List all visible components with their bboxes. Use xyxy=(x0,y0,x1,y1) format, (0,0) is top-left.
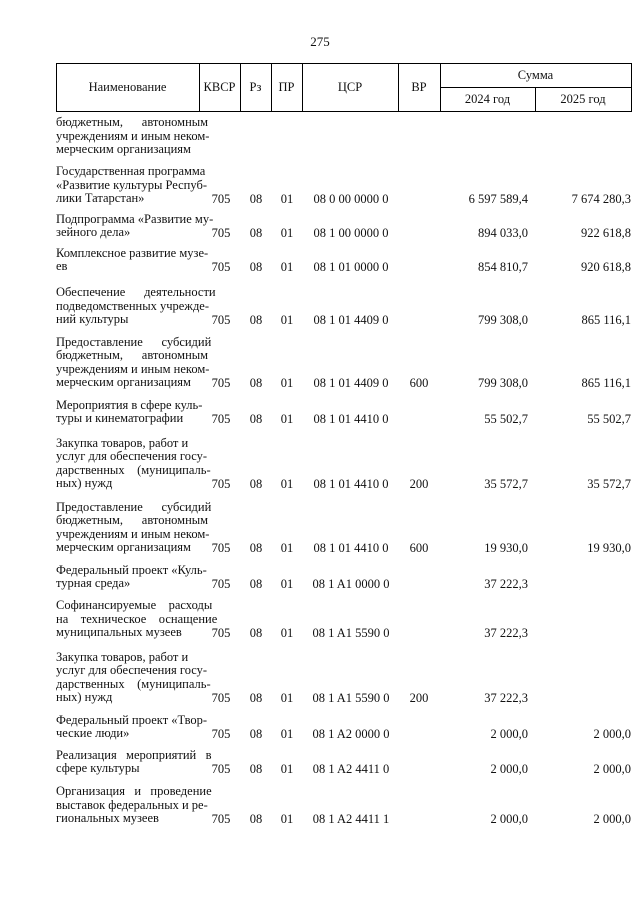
row-name xyxy=(56,285,216,327)
cell-kvsr: 705 xyxy=(211,811,231,826)
row-name-line: Подпрограмма «Развитие му- xyxy=(56,211,214,226)
table-row xyxy=(56,163,632,206)
cell-pr: 01 xyxy=(280,191,294,206)
cell-s2024: 37 222,3 xyxy=(484,690,528,705)
table-row xyxy=(56,284,632,327)
cell-csr: 08 0 00 0000 0 xyxy=(313,191,389,206)
cell-csr: 08 1 01 4410 0 xyxy=(313,476,389,491)
cell-s2024: 6 597 589,4 xyxy=(468,191,528,206)
cell-s2024: 799 308,0 xyxy=(478,312,528,327)
row-name-line: услуг для обеспечения госу- xyxy=(56,449,208,464)
table-row xyxy=(56,783,632,826)
table-row xyxy=(56,334,632,390)
table-row xyxy=(56,499,632,555)
row-name-line: дарственных (муниципаль- xyxy=(56,462,211,477)
cell-s2025: 865 116,1 xyxy=(581,312,631,327)
cell-pr: 01 xyxy=(280,225,294,240)
table-row xyxy=(56,211,632,240)
row-name-line: ев xyxy=(56,259,68,274)
cell-pr: 01 xyxy=(280,576,294,591)
cell-pr: 01 xyxy=(280,259,294,274)
row-name-line: Обеспечение деятельности xyxy=(56,285,216,300)
cell-rz: 08 xyxy=(249,761,263,776)
row-name-line: бюджетным, автономным xyxy=(56,348,209,363)
cell-s2024: 37 222,3 xyxy=(484,576,528,591)
cell-pr: 01 xyxy=(280,411,294,426)
row-name-line: выставок федеральных и ре- xyxy=(56,797,208,812)
cell-csr: 08 1 01 4410 0 xyxy=(313,411,389,426)
row-name-line: Государственная программа xyxy=(56,164,206,179)
cell-rz: 08 xyxy=(249,690,263,705)
cell-kvsr: 705 xyxy=(211,690,231,705)
cell-csr: 08 1 A1 0000 0 xyxy=(312,576,390,591)
cell-rz: 08 xyxy=(249,540,263,555)
table-row xyxy=(56,435,632,491)
row-name xyxy=(56,784,212,826)
row-name-line: Предоставление субсидий xyxy=(56,499,212,514)
cell-s2025: 55 502,7 xyxy=(587,411,631,426)
header-csr: ЦСР xyxy=(337,80,363,94)
page-number: 275 xyxy=(310,34,330,49)
row-name-line: ний культуры xyxy=(56,312,129,327)
cell-rz: 08 xyxy=(249,191,263,206)
row-name-line: ческие люди» xyxy=(56,726,130,741)
header-kvsr: КВСР xyxy=(203,80,236,94)
row-name xyxy=(56,397,203,426)
cell-vr: 200 xyxy=(409,476,429,491)
cell-pr: 01 xyxy=(280,761,294,776)
cell-rz: 08 xyxy=(249,312,263,327)
row-name xyxy=(56,747,212,776)
row-name-line: ных) нужд xyxy=(56,690,113,705)
row-name xyxy=(56,435,211,491)
row-name-line: Реализация мероприятий в xyxy=(56,747,212,762)
cell-csr: 08 1 01 0000 0 xyxy=(313,259,389,274)
cell-rz: 08 xyxy=(249,476,263,491)
row-name xyxy=(56,712,208,741)
row-name xyxy=(56,164,207,206)
row-name-line: туры и кинематографии xyxy=(56,411,184,426)
cell-pr: 01 xyxy=(280,811,294,826)
cell-kvsr: 705 xyxy=(211,540,231,555)
row-name-line: учреждениям и иным неком- xyxy=(56,128,210,143)
row-name-line: Организация и проведение xyxy=(56,784,212,799)
table-row xyxy=(56,597,632,640)
cell-kvsr: 705 xyxy=(211,191,231,206)
cell-s2024: 19 930,0 xyxy=(484,540,528,555)
cell-pr: 01 xyxy=(280,540,294,555)
cell-rz: 08 xyxy=(249,811,263,826)
row-name-line: турная среда» xyxy=(56,576,131,591)
cell-rz: 08 xyxy=(249,375,263,390)
cell-csr: 08 1 A2 0000 0 xyxy=(312,726,390,741)
cell-pr: 01 xyxy=(280,625,294,640)
cell-rz: 08 xyxy=(249,576,263,591)
cell-rz: 08 xyxy=(249,225,263,240)
sum-divider xyxy=(440,87,632,88)
header-sum: Сумма xyxy=(517,68,554,82)
cell-csr: 08 1 01 4410 0 xyxy=(313,540,389,555)
cell-pr: 01 xyxy=(280,476,294,491)
cell-pr: 01 xyxy=(280,312,294,327)
cell-kvsr: 705 xyxy=(211,625,231,640)
cell-s2024: 55 502,7 xyxy=(484,411,528,426)
cell-s2025: 2 000,0 xyxy=(593,811,631,826)
cell-rz: 08 xyxy=(249,259,263,274)
cell-s2024: 854 810,7 xyxy=(478,259,528,274)
cell-rz: 08 xyxy=(249,726,263,741)
cell-kvsr: 705 xyxy=(211,411,231,426)
cell-csr: 08 1 A1 5590 0 xyxy=(312,625,390,640)
row-name xyxy=(56,245,209,274)
cell-s2025: 7 674 280,3 xyxy=(571,191,631,206)
row-name-line: подведомственных учрежде- xyxy=(56,298,210,313)
table-row xyxy=(56,562,632,591)
cell-s2024: 894 033,0 xyxy=(478,225,528,240)
row-name xyxy=(56,115,210,157)
row-name xyxy=(56,334,212,390)
cell-csr: 08 1 A2 4411 1 xyxy=(312,811,390,826)
header-2025: 2025 год xyxy=(560,92,606,106)
table-row xyxy=(56,397,632,426)
cell-s2025: 865 116,1 xyxy=(581,375,631,390)
row-name-line: ных) нужд xyxy=(56,476,113,491)
row-name-line: Федеральный проект «Куль- xyxy=(56,562,207,577)
row-name-line: учреждениям и иным неком- xyxy=(56,361,210,376)
row-name-line: учреждениям и иным неком- xyxy=(56,526,210,541)
cell-vr: 600 xyxy=(409,375,429,390)
cell-s2024: 2 000,0 xyxy=(490,761,528,776)
cell-s2025: 2 000,0 xyxy=(593,726,631,741)
cell-kvsr: 705 xyxy=(211,225,231,240)
row-name-line: Закупка товаров, работ и xyxy=(56,435,189,450)
header-vr: ВР xyxy=(411,80,427,94)
cell-s2024: 2 000,0 xyxy=(490,726,528,741)
cell-kvsr: 705 xyxy=(211,259,231,274)
row-name-line: муниципальных музеев xyxy=(56,625,182,640)
row-name-line: дарственных (муниципаль- xyxy=(56,676,211,691)
row-name-line: услуг для обеспечения госу- xyxy=(56,663,208,678)
table-row xyxy=(56,712,632,741)
cell-csr: 08 1 01 4409 0 xyxy=(313,375,389,390)
row-name xyxy=(56,211,214,240)
header-rz: Рз xyxy=(249,80,262,94)
table-header xyxy=(56,63,632,112)
row-name-line: Комплексное развитие музе- xyxy=(56,245,209,260)
cell-s2024: 2 000,0 xyxy=(490,811,528,826)
row-name xyxy=(56,598,218,640)
cell-vr: 200 xyxy=(409,690,429,705)
col-border-right xyxy=(631,63,632,112)
cell-s2024: 35 572,7 xyxy=(484,476,528,491)
table-row xyxy=(56,245,632,274)
cell-s2025: 19 930,0 xyxy=(587,540,631,555)
row-name-line: Федеральный проект «Твор- xyxy=(56,712,208,727)
row-name-line: бюджетным, автономным xyxy=(56,513,209,528)
row-name-line: Предоставление субсидий xyxy=(56,334,212,349)
table-row xyxy=(56,649,632,705)
cell-pr: 01 xyxy=(280,690,294,705)
row-name-line: «Развитие культуры Респуб- xyxy=(56,177,207,192)
cell-csr: 08 1 A2 4411 0 xyxy=(312,761,390,776)
row-name-line: лики Татарстан» xyxy=(56,191,145,206)
row-name-line: мерческим организациям xyxy=(56,540,191,555)
cell-rz: 08 xyxy=(249,625,263,640)
row-name-line: Закупка товаров, работ и xyxy=(56,649,189,664)
cell-csr: 08 1 01 4409 0 xyxy=(313,312,389,327)
table-row xyxy=(56,747,632,776)
cell-pr: 01 xyxy=(280,375,294,390)
row-name-line: зейного дела» xyxy=(56,225,131,240)
cell-s2024: 37 222,3 xyxy=(484,625,528,640)
cell-kvsr: 705 xyxy=(211,726,231,741)
cell-s2025: 2 000,0 xyxy=(593,761,631,776)
row-name-line: бюджетным, автономным xyxy=(56,115,209,130)
header-top-border xyxy=(56,63,632,64)
cell-kvsr: 705 xyxy=(211,476,231,491)
row-name-line: гиональных музеев xyxy=(56,811,159,826)
cell-pr: 01 xyxy=(280,726,294,741)
cell-rz: 08 xyxy=(249,411,263,426)
cell-csr: 08 1 00 0000 0 xyxy=(313,225,389,240)
row-name-line: на техническое оснащение xyxy=(56,611,218,626)
row-name-line: Мероприятия в сфере куль- xyxy=(56,397,203,412)
row-name-line: мерческим организациям xyxy=(56,142,191,157)
cell-csr: 08 1 A1 5590 0 xyxy=(312,690,390,705)
cell-s2024: 799 308,0 xyxy=(478,375,528,390)
cell-vr: 600 xyxy=(409,540,429,555)
header-2024: 2024 год xyxy=(464,92,511,106)
header-name: Наименование xyxy=(88,80,167,94)
row-name-line: мерческим организациям xyxy=(56,375,191,390)
cell-s2025: 35 572,7 xyxy=(587,476,631,491)
row-name xyxy=(56,499,212,555)
header-bottom-border xyxy=(56,111,632,112)
cell-kvsr: 705 xyxy=(211,761,231,776)
row-name-line: Софинансируемые расходы xyxy=(56,598,213,613)
header-pr: ПР xyxy=(278,80,295,94)
cell-kvsr: 705 xyxy=(211,375,231,390)
cell-kvsr: 705 xyxy=(211,576,231,591)
cell-s2025: 922 618,8 xyxy=(581,225,631,240)
row-name-line: сфере культуры xyxy=(56,761,140,776)
cell-s2025: 920 618,8 xyxy=(581,259,631,274)
row-name xyxy=(56,562,207,591)
table-row xyxy=(56,114,632,157)
cell-kvsr: 705 xyxy=(211,312,231,327)
row-name xyxy=(56,649,211,705)
